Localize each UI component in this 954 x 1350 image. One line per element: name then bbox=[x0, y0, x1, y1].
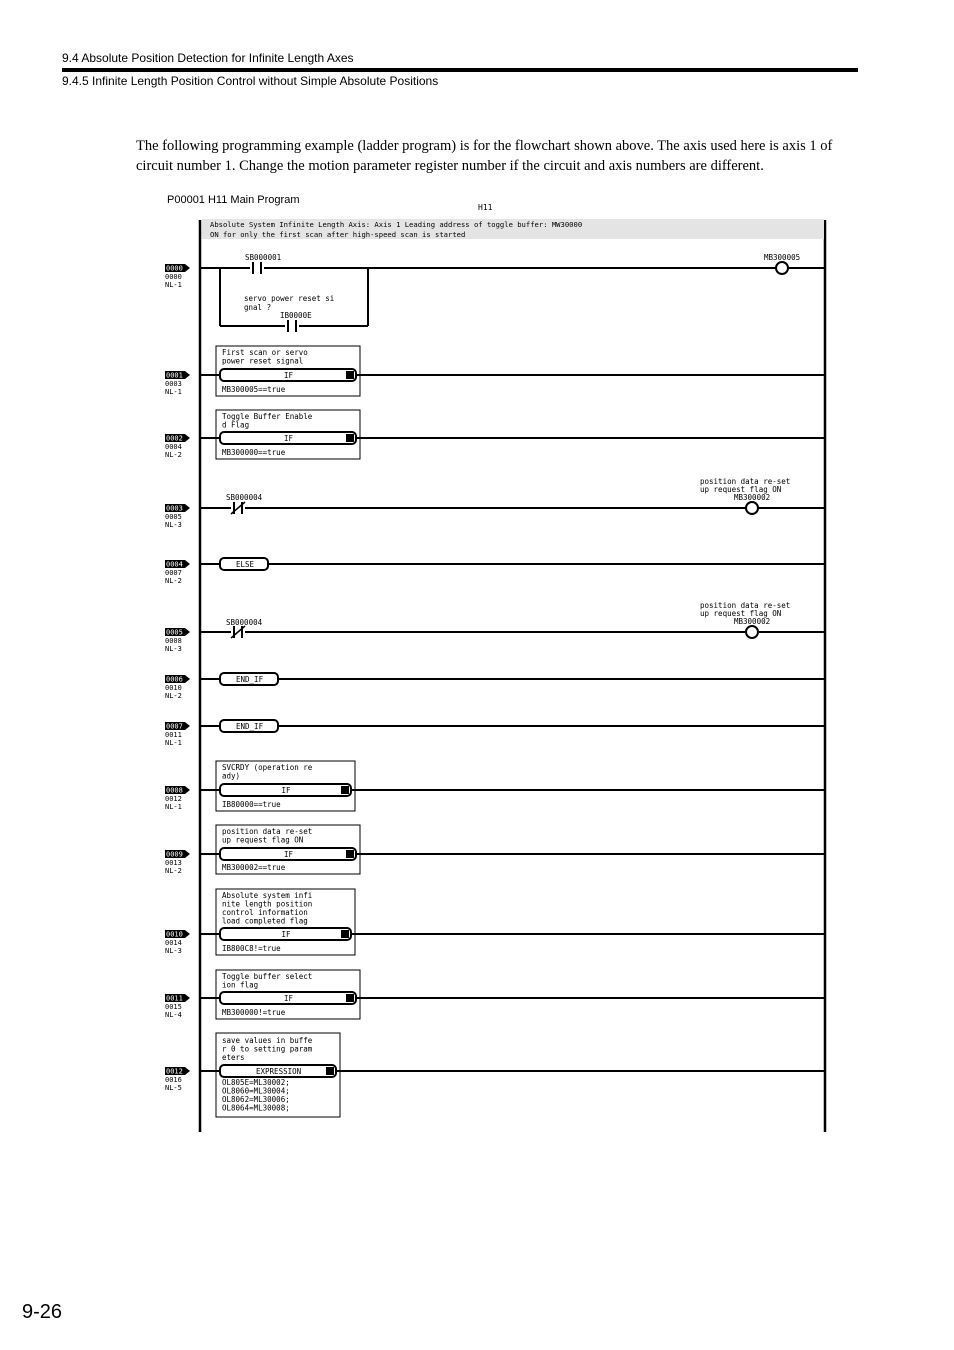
step-id: 0000 bbox=[166, 264, 183, 273]
step-id: 0003 bbox=[166, 504, 183, 513]
drawing-label: H11 bbox=[478, 203, 493, 212]
if-label: IF bbox=[284, 434, 294, 443]
else-label: ELSE bbox=[236, 560, 255, 569]
if-condition: IB800C8!=true bbox=[222, 944, 281, 953]
if-block-comment: Absolute system infi bbox=[222, 891, 313, 900]
if-block-comment: ady) bbox=[222, 771, 241, 781]
step-id: 0011 bbox=[166, 994, 183, 1003]
if-block-comment: load completed flag bbox=[222, 916, 308, 926]
if-condition: IB80000==true bbox=[222, 800, 281, 809]
expression-comment: save values in buffe bbox=[222, 1036, 313, 1045]
step-marker-arrow bbox=[185, 722, 190, 730]
branch-comment: gnal ? bbox=[244, 303, 272, 312]
expand-icon bbox=[346, 850, 354, 858]
if-block-comment: Toggle Buffer Enable bbox=[222, 412, 313, 421]
step-id: 0001 bbox=[166, 371, 183, 380]
expand-icon bbox=[346, 994, 354, 1002]
step-nest-level: NL-1 bbox=[165, 739, 182, 747]
step-line-number: 0015 bbox=[165, 1003, 182, 1011]
contact-label: SB000004 bbox=[226, 618, 263, 627]
if-label: IF bbox=[284, 371, 294, 380]
coil-label: MB300005 bbox=[764, 253, 801, 262]
expand-icon bbox=[346, 434, 354, 442]
coil-comment: up request flag ON bbox=[700, 485, 782, 494]
expression-label: EXPRESSION bbox=[256, 1067, 302, 1076]
expression-comment: eters bbox=[222, 1053, 245, 1062]
coil-mb300005 bbox=[776, 262, 788, 274]
step-id: 0002 bbox=[166, 434, 183, 443]
branch-comment: servo power reset si bbox=[244, 294, 335, 303]
expression-comment: r 0 to setting param bbox=[222, 1044, 313, 1054]
step-marker-arrow bbox=[185, 675, 190, 683]
step-nest-level: NL-5 bbox=[165, 1084, 182, 1092]
if-condition: MB300002==true bbox=[222, 863, 286, 872]
step-nest-level: NL-1 bbox=[165, 281, 182, 289]
if-condition: MB300005==true bbox=[222, 385, 286, 394]
step-nest-level: NL-2 bbox=[165, 577, 182, 585]
if-block-comment: d Flag bbox=[222, 420, 250, 430]
step-line-number: 0016 bbox=[165, 1076, 182, 1084]
coil-comment: up request flag ON bbox=[700, 609, 782, 618]
step-marker-arrow bbox=[185, 1067, 190, 1075]
step-nest-level: NL-3 bbox=[165, 947, 182, 955]
section-header: 9.4 Absolute Position Detection for Infinite Length Axes bbox=[62, 51, 354, 65]
step-marker-arrow bbox=[185, 434, 190, 442]
step-id: 0007 bbox=[166, 722, 183, 731]
page-number: 9-26 bbox=[22, 1301, 63, 1323]
step-line-number: 0012 bbox=[165, 795, 182, 803]
step-marker-arrow bbox=[185, 994, 190, 1002]
intro-paragraph: The following programming example (ladder program) is for the flowchart shown above. The axis used here is axis 1 of circuit number 1. Change the motion parameter register number if the circuit and axis numbers are different. bbox=[136, 138, 833, 174]
coil-label: MB300002 bbox=[734, 493, 771, 502]
comment-line: Absolute System Infinite Length Axis: Axis 1 Leading address of toggle buffer: MW30000 bbox=[210, 220, 583, 229]
expression-line: OL8060=ML30004; bbox=[222, 1086, 290, 1096]
coil-mb300002 bbox=[746, 626, 758, 638]
expand-icon bbox=[341, 930, 349, 938]
step-nest-level: NL-2 bbox=[165, 692, 182, 700]
step-line-number: 0004 bbox=[165, 443, 182, 451]
step-nest-level: NL-2 bbox=[165, 451, 182, 459]
contact-label: IB0000E bbox=[280, 311, 312, 320]
step-marker-arrow bbox=[185, 504, 190, 512]
if-block-comment: up request flag ON bbox=[222, 835, 304, 845]
step-line-number: 0005 bbox=[165, 513, 182, 521]
program-title: P00001 H11 Main Program bbox=[167, 194, 300, 206]
step-line-number: 0003 bbox=[165, 380, 182, 388]
comment-line: ON for only the first scan after high-speed scan is started bbox=[210, 230, 466, 239]
step-id: 0004 bbox=[166, 560, 183, 569]
expression-line: OL8064=ML30008; bbox=[222, 1103, 290, 1113]
step-id: 0009 bbox=[166, 850, 183, 859]
step-line-number: 0000 bbox=[165, 273, 182, 281]
contact-label: SB000001 bbox=[245, 253, 282, 262]
step-id: 0008 bbox=[166, 786, 183, 795]
step-id: 0006 bbox=[166, 675, 183, 684]
if-block-comment: control information bbox=[222, 908, 308, 917]
step-id: 0010 bbox=[166, 930, 183, 939]
expression-line: OL805E=ML30002; bbox=[222, 1078, 290, 1087]
step-marker-arrow bbox=[185, 930, 190, 938]
expand-icon bbox=[341, 786, 349, 794]
step-nest-level: NL-3 bbox=[165, 645, 182, 653]
endif-label: END_IF bbox=[236, 722, 264, 731]
step-line-number: 0010 bbox=[165, 684, 182, 692]
step-marker-arrow bbox=[185, 850, 190, 858]
step-marker-arrow bbox=[185, 371, 190, 379]
if-block-comment: position data re-set bbox=[222, 827, 313, 836]
if-label: IF bbox=[284, 994, 294, 1003]
expand-icon bbox=[346, 371, 354, 379]
if-condition: MB300000!=true bbox=[222, 1008, 286, 1017]
step-line-number: 0008 bbox=[165, 637, 182, 645]
step-line-number: 0007 bbox=[165, 569, 182, 577]
if-block-comment: power reset signal bbox=[222, 356, 304, 366]
coil-mb300002 bbox=[746, 502, 758, 514]
subsection-header: 9.4.5 Infinite Length Position Control without Simple Absolute Positions bbox=[62, 74, 439, 88]
if-block-comment: Toggle buffer select bbox=[222, 972, 313, 981]
step-nest-level: NL-1 bbox=[165, 803, 182, 811]
step-nest-level: NL-1 bbox=[165, 388, 182, 396]
step-line-number: 0014 bbox=[165, 939, 182, 947]
step-marker-arrow bbox=[185, 264, 190, 272]
step-nest-level: NL-4 bbox=[165, 1011, 182, 1019]
coil-comment: position data re-set bbox=[700, 601, 791, 610]
if-block-comment: First scan or servo bbox=[222, 348, 308, 357]
step-line-number: 0011 bbox=[165, 731, 182, 739]
if-block-comment: nite length position bbox=[222, 899, 313, 909]
coil-comment: position data re-set bbox=[700, 477, 791, 486]
step-id: 0005 bbox=[166, 628, 183, 637]
step-nest-level: NL-3 bbox=[165, 521, 182, 529]
expand-icon bbox=[326, 1067, 334, 1075]
contact-label: SB000004 bbox=[226, 493, 263, 502]
if-condition: MB300000==true bbox=[222, 448, 286, 457]
if-label: IF bbox=[284, 850, 294, 859]
expression-line: OL8062=ML30006; bbox=[222, 1095, 290, 1104]
if-block-comment: SVCRDY (operation re bbox=[222, 763, 313, 772]
step-id: 0012 bbox=[166, 1067, 183, 1076]
step-marker-arrow bbox=[185, 560, 190, 568]
coil-label: MB300002 bbox=[734, 617, 771, 626]
step-nest-level: NL-2 bbox=[165, 867, 182, 875]
step-marker-arrow bbox=[185, 786, 190, 794]
step-line-number: 0013 bbox=[165, 859, 182, 867]
if-label: IF bbox=[281, 930, 291, 939]
if-block-comment: ion flag bbox=[222, 980, 259, 990]
endif-label: END_IF bbox=[236, 675, 264, 684]
if-label: IF bbox=[281, 786, 291, 795]
step-marker-arrow bbox=[185, 628, 190, 636]
